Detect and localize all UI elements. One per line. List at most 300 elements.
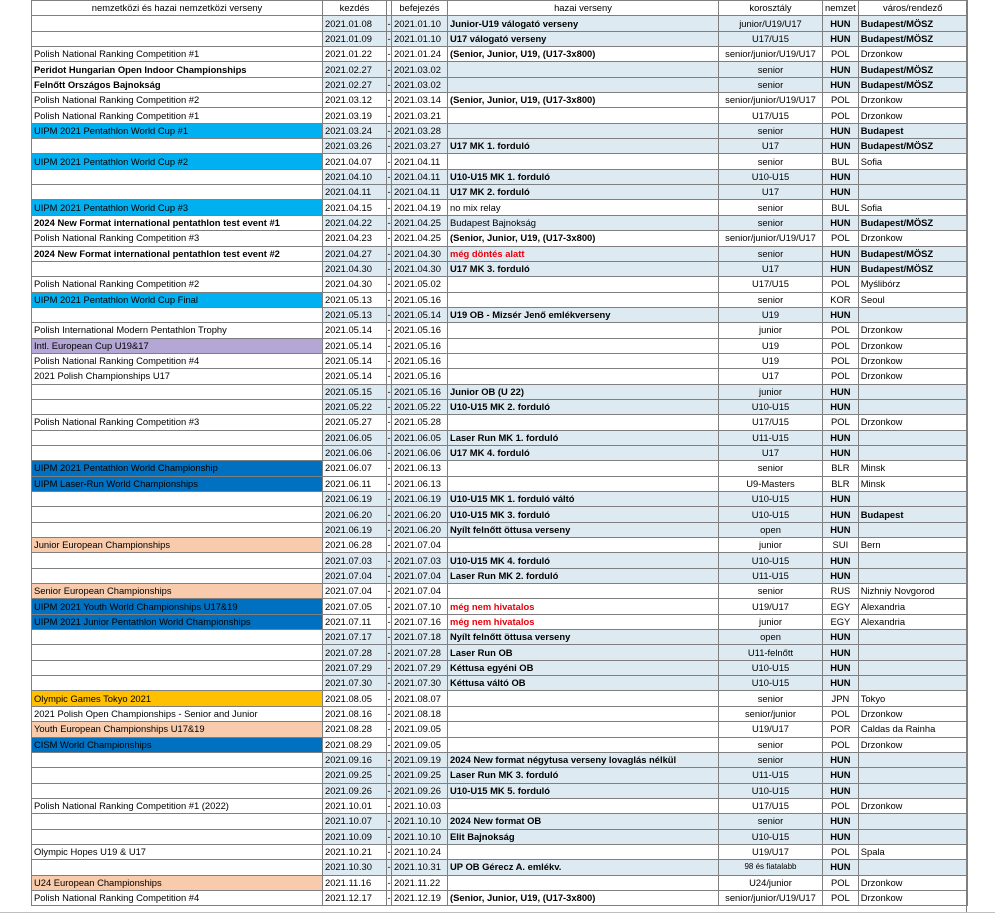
cell-name: 2021 Polish Open Championships - Senior and Junior: [32, 706, 323, 721]
cell-age: junior: [719, 538, 823, 553]
cell-city: [858, 814, 967, 829]
table-row: [32, 445, 968, 460]
cell-name: [32, 261, 323, 276]
cell-hu: [448, 292, 719, 307]
cell-name: Junior European Championships: [32, 538, 323, 553]
cell-city: Drzonkow: [858, 706, 967, 721]
cell-age: U17/U15: [719, 31, 823, 46]
cell-city: [858, 553, 967, 568]
table-row: [32, 47, 968, 62]
cell-hu: [448, 798, 719, 813]
table-row: [32, 553, 968, 568]
table-row: [32, 169, 968, 184]
cell-hu: még nem hivatalos: [448, 614, 719, 629]
cell-start: 2021.10.01: [323, 798, 387, 813]
cell-age: senior: [719, 691, 823, 706]
cell-age: U17/U15: [719, 108, 823, 123]
cell-nat: HUN: [823, 676, 859, 691]
cell-start: 2021.06.19: [323, 522, 387, 537]
cell-nat: POL: [823, 844, 859, 859]
cell-nat: HUN: [823, 139, 859, 154]
cell-age: U17/U15: [719, 277, 823, 292]
table-row: [32, 108, 968, 123]
cell-nat: SUI: [823, 538, 859, 553]
cell-hu: [448, 706, 719, 721]
cell-hu: (Senior, Junior, U19, (U17-3x800): [448, 93, 719, 108]
cell-nat: POL: [823, 890, 859, 905]
cell-end: 2021.12.19: [392, 890, 448, 905]
cell-end: 2021.04.30: [392, 261, 448, 276]
cell-city: [858, 307, 967, 322]
cell-start: 2021.05.13: [323, 292, 387, 307]
cell-name: [32, 169, 323, 184]
cell-name: [32, 399, 323, 414]
cell-name: Intl. European Cup U19&17: [32, 338, 323, 353]
cell-start: 2021.05.15: [323, 384, 387, 399]
table-row: [32, 77, 968, 92]
cell-start: 2021.06.20: [323, 507, 387, 522]
cell-dash: -: [387, 277, 392, 292]
table-row: [32, 461, 968, 476]
cell-dash: -: [387, 77, 392, 92]
cell-dash: -: [387, 399, 392, 414]
cell-nat: RUS: [823, 584, 859, 599]
cell-dash: -: [387, 660, 392, 675]
cell-dash: -: [387, 353, 392, 368]
cell-city: Caldas da Rainha: [858, 722, 967, 737]
cell-end: 2021.08.18: [392, 706, 448, 721]
cell-hu: [448, 875, 719, 890]
table-row: [32, 261, 968, 276]
table-row: [32, 614, 968, 629]
cell-dash: -: [387, 829, 392, 844]
cell-end: 2021.07.04: [392, 538, 448, 553]
table-row: [32, 338, 968, 353]
cell-name: [32, 384, 323, 399]
header-city: város/rendező: [858, 1, 967, 16]
cell-hu: (Senior, Junior, U19, (U17-3x800): [448, 231, 719, 246]
cell-age: senior: [719, 752, 823, 767]
table-row: [32, 384, 968, 399]
cell-nat: HUN: [823, 860, 859, 875]
cell-age: senior: [719, 292, 823, 307]
cell-name: [32, 553, 323, 568]
cell-age: U11-felnőtt: [719, 645, 823, 660]
cell-dash: -: [387, 814, 392, 829]
cell-age: U10-U15: [719, 553, 823, 568]
cell-start: 2021.04.22: [323, 215, 387, 230]
cell-end: 2021.10.24: [392, 844, 448, 859]
cell-dash: -: [387, 307, 392, 322]
cell-dash: -: [387, 185, 392, 200]
table-row: [32, 31, 968, 46]
table-row: [32, 323, 968, 338]
cell-city: Drzonkow: [858, 737, 967, 752]
cell-hu: [448, 691, 719, 706]
cell-name: [32, 568, 323, 583]
cell-dash: -: [387, 461, 392, 476]
table-row: [32, 123, 968, 138]
cell-hu: [448, 77, 719, 92]
cell-start: 2021.07.04: [323, 584, 387, 599]
cell-start: 2021.02.27: [323, 77, 387, 92]
cell-name: UIPM 2021 Pentathlon World Cup Final: [32, 292, 323, 307]
cell-end: 2021.06.13: [392, 476, 448, 491]
cell-start: 2021.07.17: [323, 630, 387, 645]
cell-dash: -: [387, 369, 392, 384]
cell-hu: Laser Run MK 2. forduló: [448, 568, 719, 583]
cell-dash: -: [387, 875, 392, 890]
cell-age: junior/U19/U17: [719, 16, 823, 31]
cell-end: 2021.05.16: [392, 384, 448, 399]
table-row: [32, 353, 968, 368]
cell-nat: POL: [823, 93, 859, 108]
cell-city: Budapest/MÖSZ: [858, 77, 967, 92]
table-row: [32, 630, 968, 645]
cell-name: [32, 645, 323, 660]
cell-end: 2021.09.25: [392, 768, 448, 783]
cell-age: U19/U17: [719, 844, 823, 859]
cell-nat: HUN: [823, 752, 859, 767]
cell-start: 2021.08.28: [323, 722, 387, 737]
cell-end: 2021.04.11: [392, 169, 448, 184]
cell-name: [32, 492, 323, 507]
cell-hu: [448, 123, 719, 138]
cell-hu: még nem hivatalos: [448, 599, 719, 614]
cell-nat: HUN: [823, 445, 859, 460]
cell-hu: [448, 338, 719, 353]
cell-start: 2021.07.11: [323, 614, 387, 629]
cell-age: senior: [719, 154, 823, 169]
cell-hu: Junior-U19 válogató verseny: [448, 16, 719, 31]
cell-start: 2021.05.27: [323, 415, 387, 430]
cell-city: [858, 660, 967, 675]
cell-nat: HUN: [823, 77, 859, 92]
cell-nat: HUN: [823, 169, 859, 184]
cell-age: senior: [719, 200, 823, 215]
table-row: [32, 783, 968, 798]
cell-dash: -: [387, 62, 392, 77]
cell-city: [858, 630, 967, 645]
cell-city: [858, 568, 967, 583]
cell-age: U17: [719, 139, 823, 154]
cell-age: senior/junior/U19/U17: [719, 890, 823, 905]
cell-end: 2021.01.10: [392, 16, 448, 31]
cell-city: Bern: [858, 538, 967, 553]
cell-start: 2021.03.26: [323, 139, 387, 154]
cell-start: 2021.11.16: [323, 875, 387, 890]
cell-dash: -: [387, 261, 392, 276]
cell-end: 2021.09.05: [392, 737, 448, 752]
cell-age: senior/junior: [719, 706, 823, 721]
cell-nat: HUN: [823, 829, 859, 844]
cell-dash: -: [387, 783, 392, 798]
table-row: [32, 722, 968, 737]
cell-dash: -: [387, 231, 392, 246]
table-row: [32, 875, 968, 890]
cell-start: 2021.06.05: [323, 430, 387, 445]
cell-hu: U17 válogató verseny: [448, 31, 719, 46]
cell-dash: -: [387, 445, 392, 460]
cell-nat: HUN: [823, 660, 859, 675]
cell-name: [32, 16, 323, 31]
table-row: [32, 798, 968, 813]
cell-end: 2021.06.19: [392, 492, 448, 507]
cell-city: Minsk: [858, 476, 967, 491]
table-row: [32, 676, 968, 691]
cell-city: [858, 185, 967, 200]
cell-age: U10-U15: [719, 676, 823, 691]
cell-city: Budapest/MÖSZ: [858, 16, 967, 31]
cell-start: 2021.05.22: [323, 399, 387, 414]
cell-dash: -: [387, 568, 392, 583]
cell-hu: Elit Bajnokság: [448, 829, 719, 844]
cell-end: 2021.10.31: [392, 860, 448, 875]
cell-city: Nizhniy Novgorod: [858, 584, 967, 599]
table-row: [32, 645, 968, 660]
cell-hu: no mix relay: [448, 200, 719, 215]
cell-hu: Budapest Bajnokság: [448, 215, 719, 230]
table-row: [32, 369, 968, 384]
cell-nat: HUN: [823, 645, 859, 660]
cell-name: [32, 660, 323, 675]
cell-start: 2021.08.05: [323, 691, 387, 706]
cell-end: 2021.01.10: [392, 31, 448, 46]
cell-end: 2021.07.29: [392, 660, 448, 675]
cell-start: 2021.07.30: [323, 676, 387, 691]
cell-dash: -: [387, 706, 392, 721]
cell-hu: [448, 476, 719, 491]
cell-name: CISM World Championships: [32, 737, 323, 752]
cell-dash: -: [387, 215, 392, 230]
cell-nat: POL: [823, 47, 859, 62]
cell-nat: BUL: [823, 200, 859, 215]
table-row: [32, 292, 968, 307]
table-row: [32, 844, 968, 859]
cell-start: 2021.09.26: [323, 783, 387, 798]
cell-dash: -: [387, 154, 392, 169]
cell-end: 2021.07.30: [392, 676, 448, 691]
header-domestic: hazai verseny: [448, 1, 719, 16]
cell-end: 2021.03.28: [392, 123, 448, 138]
cell-end: 2021.03.27: [392, 139, 448, 154]
cell-start: 2021.07.29: [323, 660, 387, 675]
cell-name: UIPM 2021 Junior Pentathlon World Championships: [32, 614, 323, 629]
cell-dash: -: [387, 507, 392, 522]
cell-age: U11-U15: [719, 768, 823, 783]
cell-end: 2021.09.05: [392, 722, 448, 737]
cell-hu: [448, 584, 719, 599]
cell-nat: HUN: [823, 430, 859, 445]
cell-nat: HUN: [823, 553, 859, 568]
cell-start: 2021.10.30: [323, 860, 387, 875]
table-row: [32, 691, 968, 706]
cell-age: senior: [719, 461, 823, 476]
cell-hu: U10-U15 MK 1. forduló: [448, 169, 719, 184]
cell-nat: POL: [823, 353, 859, 368]
cell-dash: -: [387, 246, 392, 261]
header-international: nemzetközi és hazai nemzetközi verseny: [32, 1, 323, 16]
cell-hu: U10-U15 MK 2. forduló: [448, 399, 719, 414]
cell-hu: [448, 108, 719, 123]
cell-name: Youth European Championships U17&19: [32, 722, 323, 737]
cell-dash: -: [387, 522, 392, 537]
cell-start: 2021.04.30: [323, 277, 387, 292]
cell-nat: HUN: [823, 384, 859, 399]
cell-dash: -: [387, 384, 392, 399]
cell-end: 2021.11.22: [392, 875, 448, 890]
cell-end: 2021.05.16: [392, 338, 448, 353]
cell-dash: -: [387, 768, 392, 783]
cell-name: [32, 676, 323, 691]
cell-end: 2021.09.26: [392, 783, 448, 798]
cell-hu: U17 MK 2. forduló: [448, 185, 719, 200]
cell-hu: még döntés alatt: [448, 246, 719, 261]
cell-nat: BLR: [823, 476, 859, 491]
cell-end: 2021.07.04: [392, 568, 448, 583]
cell-dash: -: [387, 200, 392, 215]
cell-hu: (Senior, Junior, U19, (U17-3x800): [448, 47, 719, 62]
cell-name: Polish National Ranking Competition #2: [32, 93, 323, 108]
cell-end: 2021.06.05: [392, 430, 448, 445]
cell-name: [32, 307, 323, 322]
cell-end: 2021.04.25: [392, 215, 448, 230]
cell-start: 2021.04.27: [323, 246, 387, 261]
cell-hu: U10-U15 MK 3. forduló: [448, 507, 719, 522]
header-start: kezdés: [323, 1, 387, 16]
cell-age: U17: [719, 261, 823, 276]
cell-start: 2021.04.15: [323, 200, 387, 215]
cell-start: 2021.09.16: [323, 752, 387, 767]
cell-nat: POL: [823, 875, 859, 890]
table-row: [32, 522, 968, 537]
cell-nat: HUN: [823, 215, 859, 230]
cell-end: 2021.06.13: [392, 461, 448, 476]
cell-city: [858, 676, 967, 691]
cell-city: [858, 783, 967, 798]
cell-dash: -: [387, 599, 392, 614]
cell-age: U10-U15: [719, 829, 823, 844]
cell-dash: -: [387, 16, 392, 31]
cell-nat: POL: [823, 338, 859, 353]
cell-start: 2021.03.24: [323, 123, 387, 138]
cell-nat: EGY: [823, 599, 859, 614]
cell-age: senior/junior/U19/U17: [719, 231, 823, 246]
cell-name: [32, 185, 323, 200]
cell-hu: 2024 New format OB: [448, 814, 719, 829]
cell-dash: -: [387, 722, 392, 737]
cell-hu: Laser Run MK 3. forduló: [448, 768, 719, 783]
cell-end: 2021.10.10: [392, 829, 448, 844]
cell-nat: HUN: [823, 16, 859, 31]
cell-dash: -: [387, 108, 392, 123]
cell-name: Polish National Ranking Competition #4: [32, 353, 323, 368]
cell-age: U11-U15: [719, 430, 823, 445]
cell-hu: U17 MK 4. forduló: [448, 445, 719, 460]
cell-nat: HUN: [823, 123, 859, 138]
cell-hu: [448, 154, 719, 169]
cell-age: U10-U15: [719, 169, 823, 184]
cell-dash: -: [387, 614, 392, 629]
cell-age: U11-U15: [719, 568, 823, 583]
cell-name: Polish National Ranking Competition #3: [32, 231, 323, 246]
cell-city: Budapest/MÖSZ: [858, 62, 967, 77]
table-row: [32, 890, 968, 905]
cell-name: Polish National Ranking Competition #1: [32, 47, 323, 62]
cell-age: U10-U15: [719, 492, 823, 507]
cell-end: 2021.08.07: [392, 691, 448, 706]
cell-start: 2021.07.04: [323, 568, 387, 583]
cell-nat: HUN: [823, 307, 859, 322]
cell-dash: -: [387, 737, 392, 752]
table-row: [32, 139, 968, 154]
schedule-table: [31, 0, 968, 906]
cell-end: 2021.05.16: [392, 292, 448, 307]
table-row: [32, 584, 968, 599]
cell-start: 2021.08.16: [323, 706, 387, 721]
cell-name: Polish National Ranking Competition #3: [32, 415, 323, 430]
table-row: [32, 752, 968, 767]
cell-age: U17: [719, 445, 823, 460]
cell-nat: BUL: [823, 154, 859, 169]
cell-city: Drzonkow: [858, 93, 967, 108]
cell-start: 2021.06.11: [323, 476, 387, 491]
cell-hu: 2024 New format négytusa verseny lovaglás nélkül: [448, 752, 719, 767]
cell-city: Drzonkow: [858, 47, 967, 62]
cell-end: 2021.05.02: [392, 277, 448, 292]
cell-end: 2021.06.06: [392, 445, 448, 460]
cell-nat: HUN: [823, 507, 859, 522]
cell-age: 98 és fiatalabb: [719, 860, 823, 875]
cell-start: 2021.12.17: [323, 890, 387, 905]
cell-city: [858, 384, 967, 399]
cell-city: Budapest/MÖSZ: [858, 31, 967, 46]
cell-city: Spala: [858, 844, 967, 859]
cell-end: 2021.07.18: [392, 630, 448, 645]
cell-hu: [448, 277, 719, 292]
cell-city: [858, 430, 967, 445]
cell-name: Olympic Hopes U19 & U17: [32, 844, 323, 859]
cell-name: 2024 New Format international pentathlon test event #2: [32, 246, 323, 261]
cell-city: [858, 522, 967, 537]
cell-city: Seoul: [858, 292, 967, 307]
cell-end: 2021.05.16: [392, 323, 448, 338]
table-row: [32, 231, 968, 246]
cell-name: 2021 Polish Championships U17: [32, 369, 323, 384]
cell-dash: -: [387, 139, 392, 154]
cell-name: [32, 768, 323, 783]
cell-city: Drzonkow: [858, 353, 967, 368]
cell-name: [32, 522, 323, 537]
cell-start: 2021.01.09: [323, 31, 387, 46]
cell-age: senior/junior/U19/U17: [719, 47, 823, 62]
cell-age: senior: [719, 77, 823, 92]
cell-start: 2021.04.30: [323, 261, 387, 276]
sheet-edge: [966, 0, 967, 912]
cell-start: 2021.05.14: [323, 353, 387, 368]
cell-nat: HUN: [823, 185, 859, 200]
cell-nat: POL: [823, 231, 859, 246]
cell-name: Polish National Ranking Competition #1 (2022): [32, 798, 323, 813]
cell-city: Drzonkow: [858, 338, 967, 353]
cell-hu: [448, 353, 719, 368]
cell-end: 2021.07.03: [392, 553, 448, 568]
table-row: [32, 768, 968, 783]
cell-age: U10-U15: [719, 660, 823, 675]
table-row: [32, 246, 968, 261]
cell-start: 2021.04.11: [323, 185, 387, 200]
cell-age: junior: [719, 323, 823, 338]
